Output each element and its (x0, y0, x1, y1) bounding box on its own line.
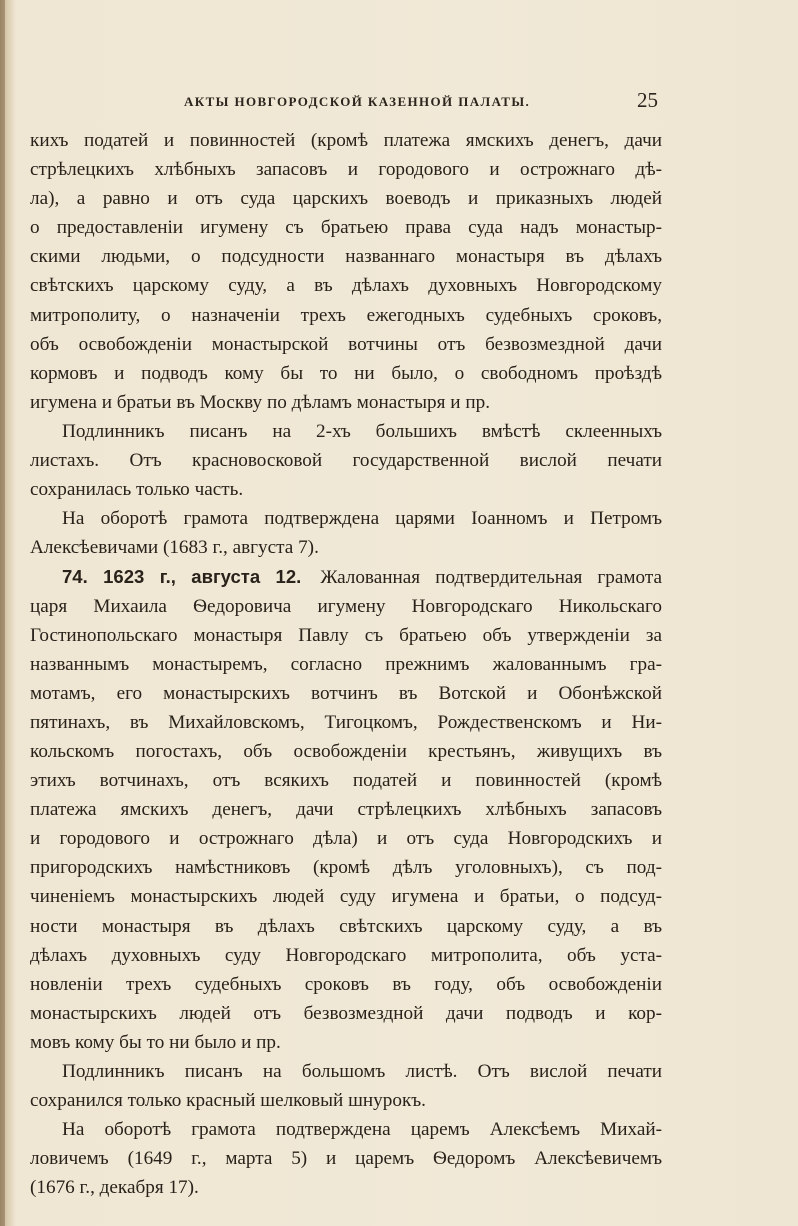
text-line: сохранился только красный шелковый шнурокъ. (30, 1090, 426, 1112)
text-line: скими людьми, о подсудности названнаго монастыря въ дѣлахъ (30, 246, 662, 268)
text-line: На оборотѣ грамота подтверждена царемъ Алексѣемъ Михай- (62, 1119, 662, 1141)
text-line: свѣтскихъ царскому суду, а въ дѣлахъ духовныхъ Новгородскому (30, 275, 662, 297)
text-line: Алексѣевичами (1683 г., августа 7). (30, 537, 319, 559)
text-line: кормовъ и подводъ кому бы то ни было, о свободномъ проѣздѣ (30, 362, 662, 384)
page-number: 25 (637, 88, 658, 112)
text-line: мотамъ, его монастырскихъ вотчинъ въ Вотской и Обонѣжской (30, 682, 662, 704)
text-line: Подлинникъ писанъ на большомъ листѣ. Отъ вислой печати (62, 1061, 662, 1082)
text-line: дѣлахъ духовныхъ суду Новгородскаго митрополита, объ уста- (30, 944, 662, 966)
text-line: о предоставленіи игумену съ братьею права суда надъ монастыр- (30, 217, 662, 239)
entry-74-heading-line (30, 562, 662, 591)
text-line: ловичемъ (1649 г., марта 5) и царемъ Ѳедоромъ Алексѣевичемъ (30, 1148, 662, 1170)
text-line: чиненіемъ монастырскихъ людей суду игумена и братьи, о подсуд- (30, 886, 662, 908)
running-title: АКТЫ НОВГОРОДСКОЙ КАЗЕННОЙ ПАЛАТЫ. (184, 94, 531, 109)
page-binding-edge (0, 0, 5, 1226)
text-line: пригородскихъ намѣстниковъ (кромѣ дѣлъ уголовныхъ), съ под- (30, 857, 662, 879)
text-line: царя Михаила Ѳедоровича игумену Новгородскаго Никольскаго (30, 595, 662, 617)
text-line: Гостинопольскаго монастыря Павлу съ братьею объ утвержденіи за (30, 624, 662, 646)
text-line: ности монастыря въ дѣлахъ свѣтскихъ царскому суду, а въ (30, 915, 662, 937)
entry-number-date: 74. 1623 г., августа 12. (62, 566, 302, 588)
page-text (30, 126, 662, 1202)
text-line: и городового и острожнаго дѣла) и отъ суда Новгородскихъ и (30, 828, 662, 850)
text-line: сохранилась только часть. (30, 479, 244, 501)
entry-title-start: Жалованная подтвердительная грамота (320, 567, 662, 589)
text-line: новленіи трехъ судебныхъ сроковъ въ году, объ освобожденіи (30, 973, 662, 995)
text-line: кихъ податей и повинностей (кромѣ платежа ямскихъ денегъ, дачи (30, 130, 662, 151)
text-line: Подлинникъ писанъ на 2-хъ большихъ вмѣстѣ склеенныхъ (62, 420, 662, 442)
text-line: игумена и братьи въ Москву по дѣламъ монастыря и пр. (30, 391, 490, 413)
text-line: мовъ кому бы то ни было и пр. (30, 1031, 281, 1053)
text-line: этихъ вотчинахъ, отъ всякихъ податей и повинностей (кромѣ (30, 770, 662, 792)
text-line: платежа ямскихъ денегъ, дачи стрѣлецкихъ хлѣбныхъ запасовъ (30, 799, 662, 821)
text-line: пятинахъ, въ Михайловскомъ, Тигоцкомъ, Рождественскомъ и Ни- (30, 711, 662, 733)
text-line: ла), а равно и отъ суда царскихъ воеводъ и приказныхъ людей (30, 188, 662, 210)
page-header (168, 88, 658, 118)
text-line: митрополиту, о назначеніи трехъ ежегодныхъ судебныхъ сроковъ, (30, 304, 662, 326)
text-line: названнымъ монастыремъ, согласно прежнимъ жалованнымъ гра- (30, 653, 662, 675)
text-line: кольскомъ погостахъ, объ освобожденіи крестьянъ, живущихъ въ (30, 740, 662, 762)
text-line: На оборотѣ грамота подтверждена царями Іоанномъ и Петромъ (62, 508, 662, 530)
text-line: (1676 г., декабря 17). (30, 1177, 199, 1199)
text-line: монастырскихъ людей отъ безвозмездной дачи подводъ и кор- (30, 1002, 662, 1024)
text-line: стрѣлецкихъ хлѣбныхъ запасовъ и городового и острожнаго дѣ- (30, 159, 662, 181)
text-line: объ освобожденіи монастырской вотчины отъ безвозмездной дачи (30, 333, 662, 355)
text-line: листахъ. Отъ красновосковой государственной вислой печати (30, 450, 662, 472)
